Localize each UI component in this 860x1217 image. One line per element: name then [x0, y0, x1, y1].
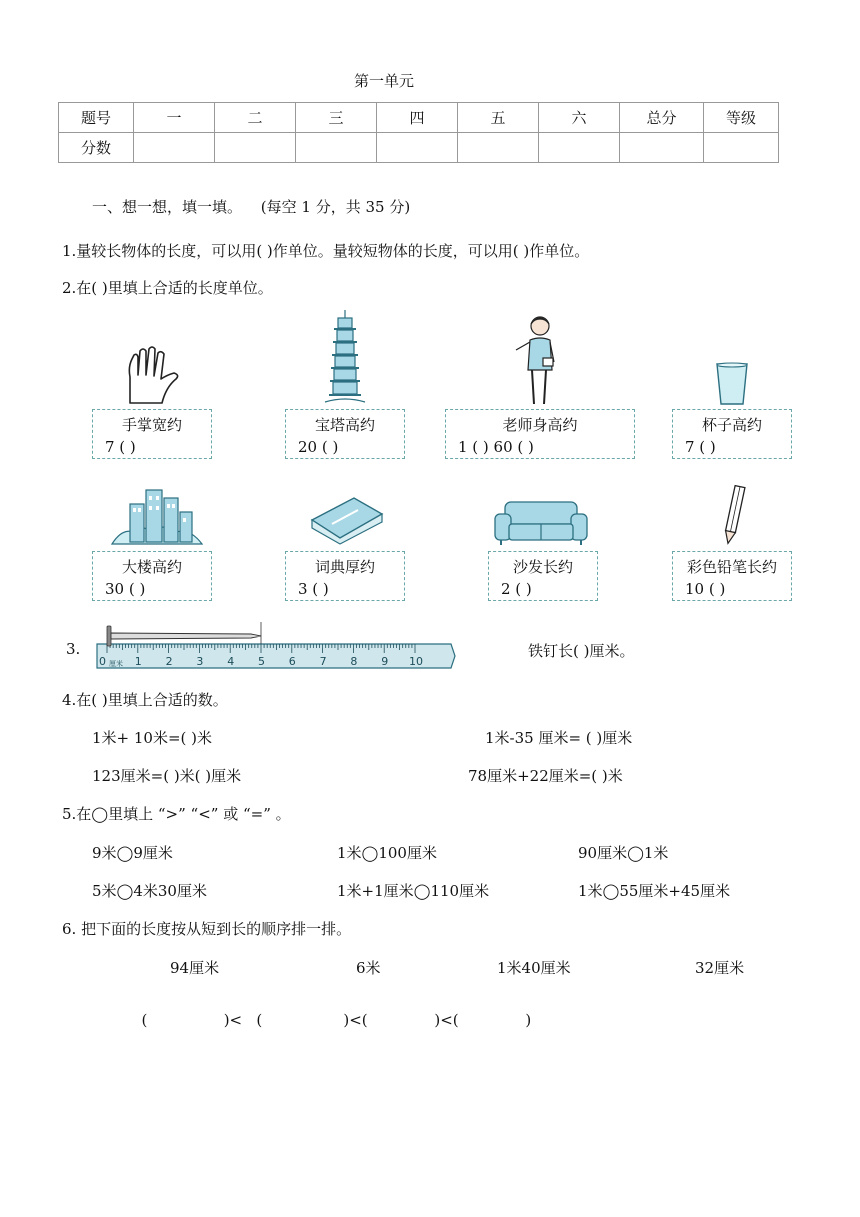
card-answer[interactable]: 20 ( )	[298, 438, 339, 456]
score-cell[interactable]	[704, 133, 779, 163]
ruler-tick-label: 8	[350, 655, 358, 668]
score-row-label: 分数	[59, 133, 134, 163]
ruler-tick-label: 2	[165, 655, 173, 668]
q4-item[interactable]: 123厘米=( )米( )厘米	[92, 767, 242, 785]
q4-item[interactable]: 78厘米+22厘米=( )米	[468, 767, 623, 785]
card-cup-height	[672, 409, 792, 459]
card-teacher-height	[445, 409, 635, 459]
unit-title: 第一单元	[354, 72, 415, 90]
q6-answer-part: (	[141, 1011, 148, 1029]
pagoda-icon	[325, 310, 365, 406]
q6-answer-part: )< (	[147, 1011, 263, 1029]
q5-item[interactable]: 1米+1厘米◯110厘米	[337, 882, 490, 900]
q5-item[interactable]: 90厘米◯1米	[578, 844, 669, 862]
cup-icon	[715, 362, 749, 406]
card-sofa-length	[488, 551, 598, 601]
card-answer[interactable]: 10 ( )	[685, 580, 726, 598]
score-header-cell: 总分	[620, 103, 704, 133]
ruler-tick-label: 1	[134, 655, 142, 668]
section1-points: (每空 1 分，共 35 分)	[260, 198, 411, 216]
section1-heading: 一、想一想，填一填。	[92, 198, 243, 216]
card-title: 沙发长约	[512, 558, 573, 576]
ruler-with-nail	[95, 620, 457, 672]
card-dictionary-thickness	[285, 551, 405, 601]
score-cell[interactable]	[296, 133, 377, 163]
question-3-text: 铁钉长( )厘米。	[528, 642, 635, 660]
card-answer[interactable]: 1 ( ) 60 ( )	[458, 438, 534, 456]
ruler-tick-label: 10	[409, 655, 423, 668]
card-answer[interactable]: 3 ( )	[298, 580, 329, 598]
q4-item[interactable]: 1米-35 厘米= ( )厘米	[485, 729, 633, 747]
card-title: 手掌宽约	[121, 416, 182, 434]
score-header-cell: 三	[296, 103, 377, 133]
card-title: 彩色铅笔长约	[686, 558, 777, 576]
score-cell[interactable]	[134, 133, 215, 163]
q5-item[interactable]: 9米◯9厘米	[92, 844, 173, 862]
teacher-icon	[510, 312, 560, 408]
card-answer[interactable]: 2 ( )	[501, 580, 532, 598]
ruler-tick-label: 9	[381, 655, 389, 668]
card-building-height	[92, 551, 212, 601]
card-title: 词典厚约	[314, 558, 375, 576]
score-cell[interactable]	[620, 133, 704, 163]
question-6-title: 6. 把下面的长度按从短到长的顺序排一排。	[62, 920, 352, 938]
q6-length: 32厘米	[695, 959, 745, 977]
q6-length: 94厘米	[170, 959, 220, 977]
card-answer[interactable]: 7 ( )	[105, 438, 136, 456]
q5-item[interactable]: 1米◯55厘米+45厘米	[578, 882, 731, 900]
ruler-tick-label: 3	[196, 655, 204, 668]
card-answer[interactable]: 7 ( )	[685, 438, 716, 456]
score-table	[58, 102, 779, 163]
section1-title	[92, 196, 410, 217]
card-pagoda-height	[285, 409, 405, 459]
dictionary-icon	[308, 494, 384, 544]
score-header-cell: 题号	[59, 103, 134, 133]
q6-length: 1米40厘米	[497, 959, 571, 977]
q6-answer-line[interactable]	[132, 993, 531, 1029]
card-answer[interactable]: 30 ( )	[105, 580, 146, 598]
ruler-tick-label: 5	[258, 655, 265, 668]
score-header-cell: 六	[539, 103, 620, 133]
q6-answer-part: )<(	[367, 1011, 459, 1029]
card-pencil-length	[672, 551, 792, 601]
ruler-tick-label: 7	[319, 655, 327, 668]
pencil-icon	[722, 484, 746, 546]
hand-icon	[120, 345, 182, 405]
ruler-unit-label: 厘米	[109, 660, 123, 668]
question-3-number: 3.	[66, 640, 81, 658]
question-1: 1.量较长物体的长度，可以用( )作单位。量较短物体的长度，可以用( )作单位。	[62, 242, 590, 260]
score-table-header-row	[59, 103, 779, 133]
question-5-title: 5.在◯里填上 “>” “<” 或 “=” 。	[62, 805, 291, 823]
score-header-cell: 五	[458, 103, 539, 133]
score-cell[interactable]	[215, 133, 296, 163]
q6-answer-part: )	[458, 1011, 532, 1029]
card-hand-width	[92, 409, 212, 459]
ruler-tick-label: 0	[99, 655, 106, 668]
ruler-tick-label: 4	[227, 655, 235, 668]
building-icon	[112, 488, 202, 546]
q6-answer-part: )<(	[262, 1011, 368, 1029]
score-cell[interactable]	[539, 133, 620, 163]
q5-item[interactable]: 5米◯4米30厘米	[92, 882, 207, 900]
card-title: 老师身高约	[502, 416, 578, 434]
card-title: 杯子高约	[701, 416, 762, 434]
score-cell[interactable]	[377, 133, 458, 163]
nail-icon	[107, 622, 261, 646]
card-title: 大楼高约	[121, 558, 182, 576]
q6-length: 6米	[356, 959, 381, 977]
question-4-title: 4.在( )里填上合适的数。	[62, 691, 228, 709]
score-table-score-row	[59, 133, 779, 163]
score-header-cell: 一	[134, 103, 215, 133]
question-2: 2.在( )里填上合适的长度单位。	[62, 279, 273, 297]
ruler-tick-label: 6	[288, 655, 296, 668]
q4-item[interactable]: 1米+ 10米=( )米	[92, 729, 213, 747]
score-cell[interactable]	[458, 133, 539, 163]
q5-item[interactable]: 1米◯100厘米	[337, 844, 437, 862]
sofa-icon	[493, 500, 589, 546]
score-header-cell: 四	[377, 103, 458, 133]
card-title: 宝塔高约	[314, 416, 375, 434]
score-header-cell: 等级	[704, 103, 779, 133]
score-header-cell: 二	[215, 103, 296, 133]
